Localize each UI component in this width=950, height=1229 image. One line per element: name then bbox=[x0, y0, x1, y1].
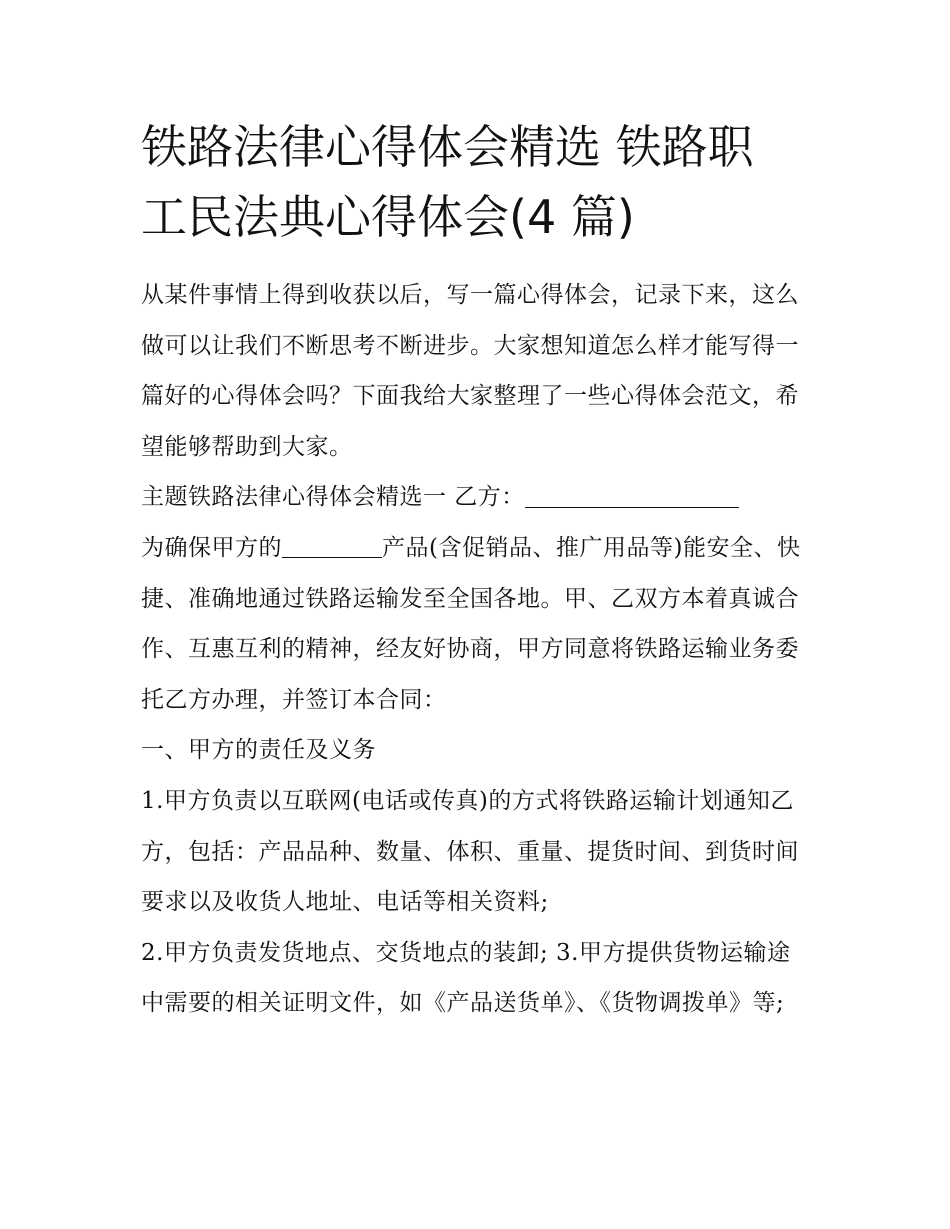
party-a-product-blank bbox=[282, 533, 382, 558]
document-title bbox=[141, 112, 813, 252]
intro-paragraph: 从某件事情上得到收获以后，写一篇心得体会，记录下来，这么做可以让我们不断思考不断进步。大家想知道怎么样才能写得一篇好的心得体会吗？下面我给大家整理了一些心得体会范文，希望能够帮助到大家。 bbox=[141, 282, 799, 460]
title-line-2: 工民法典心得体会(4 篇) bbox=[141, 190, 635, 244]
title-line-1: 铁路法律心得体会精选 铁路职 bbox=[141, 120, 754, 174]
contract-paragraph bbox=[141, 523, 813, 725]
section-heading-text: 主题铁路法律心得体会精选一 乙方： bbox=[141, 484, 525, 511]
section-heading bbox=[141, 472, 813, 523]
duty-item-1: 1.甲方负责以互联网(电话或传真)的方式将铁路运输计划通知乙方，包括：产品品种、数量、体积、重量、提货时间、到货时间要求以及收货人地址、电话等相关资料; bbox=[141, 787, 799, 916]
duty-item-2-3: 2.甲方负责发货地点、交货地点的装卸; 3.甲方提供货物运输途中需要的相关证明文件，如《产品送货单》、《货物调拨单》等; bbox=[141, 939, 791, 1017]
contract-text-part2: 产品(含促销品、推广用品等)能安全、快捷、准确地通过铁路运输发至全国各地。甲、乙双方本着真诚合作、互惠互利的精神，经友好协商，甲方同意将铁路运输业务委托乙方办理，并签订本合同： bbox=[141, 534, 801, 713]
party-b-blank bbox=[525, 483, 739, 508]
duties-heading: 一、甲方的责任及义务 bbox=[141, 737, 376, 764]
contract-text-part1: 为确保甲方的 bbox=[141, 534, 282, 561]
document-page bbox=[141, 112, 813, 1029]
